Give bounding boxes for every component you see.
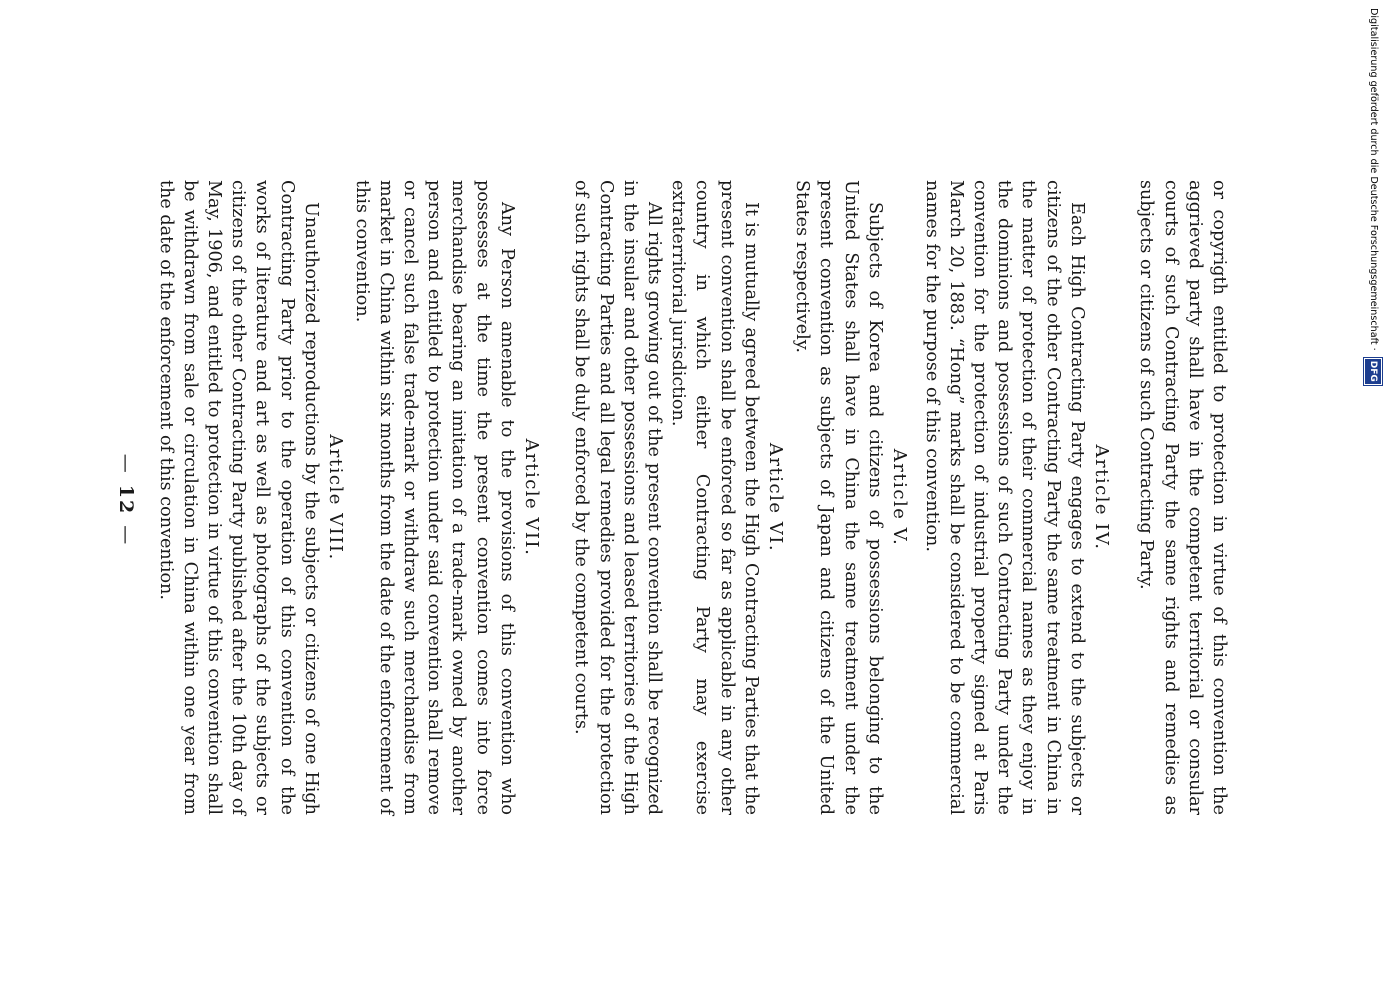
article-heading: Article V.	[889, 448, 910, 547]
article-paragraph: Unauthorized reproductions by the subjects or citizens of one High Contracting Party prior to the operation of this convention of the works of literature and art as well as photographs of the subjects or citizens of the other Contracting Party published after the 10th day of May, 1906, and entitled to protection in virtue of this convention shall be withdrawn from sale or circulation in China within one year from the date of the enforcement of this convention.	[155, 180, 321, 815]
article-v-block	[790, 180, 911, 815]
article-heading: Article VI.	[765, 442, 786, 553]
article-iv-block	[919, 180, 1113, 815]
page-number-dash-left: —	[115, 453, 137, 475]
article-vii-block	[349, 180, 543, 815]
opening-paragraph: or copyrigth entitled to protection in virtue of this convention the aggrieved party shall have in the competent territorial or consular courts of such Contracting Party the same rights and remedies as subjects or citizens of such Contracting Party.	[1136, 180, 1229, 815]
article-paragraph: All rights growing out of the present convention shall be recognized in the insular and other possessions and leased territories of the High Contracting Parties and all legal remedies provided for the protection of such rights shall be duly enforced by the competent courts.	[571, 180, 664, 815]
article-vi-block	[569, 180, 787, 815]
page-number-line	[115, 0, 137, 1000]
page-number: 12	[115, 484, 137, 516]
article-heading: Article VII.	[521, 438, 542, 557]
digitization-credit-rotated	[1368, 8, 1382, 398]
article-viii-block	[153, 180, 347, 815]
article-heading: Article IV.	[1091, 444, 1112, 551]
article-paragraph: Each High Contracting Party engages to extend to the subjects or citizens of the other Contracting Party the same treatment in China in the matter of protection of their commercial names as they enjoy in the dominions and possessions of such Contracting Party under the convention for the protection of industrial property signed at Paris March 20, 1883. “Hong” marks shall be considered to be commercial names for the purpose of this convention.	[921, 180, 1087, 815]
dfg-logo: DFG	[1364, 358, 1382, 385]
digitization-credit-text: Digitalisierung gefördert durch die Deutsche Forschungsgemeinschaft ·	[1368, 8, 1379, 351]
digitization-credit	[1368, 8, 1383, 398]
article-heading: Article VIII.	[325, 434, 346, 561]
article-paragraph: Any Person amenable to the provisions of this convention who possesses at the time the present convention comes into force merchandise bearing an imitation of a trade-mark owned by another person and entitled to protection under said convention shall remove or cancel such false trade-mark or withdraw such merchandise from market in China within six months from the date of the enforcement of this convention.	[351, 180, 517, 815]
article-paragraph: Subjects of Korea and citizens of possessions belonging to the United States shall have in China the same treatment under the present convention as subjects of Japan and citizens of the United States respectively.	[792, 180, 885, 815]
page-number-dash-right: —	[115, 525, 137, 547]
opening-paragraph-block	[1134, 180, 1231, 815]
article-paragraph: It is mutually agreed between the High Contracting Parties that the present convention shall be enforced so far as applicable in any other country in which either Contracting Party may exercise extraterritorial jurisdiction.	[668, 180, 761, 815]
